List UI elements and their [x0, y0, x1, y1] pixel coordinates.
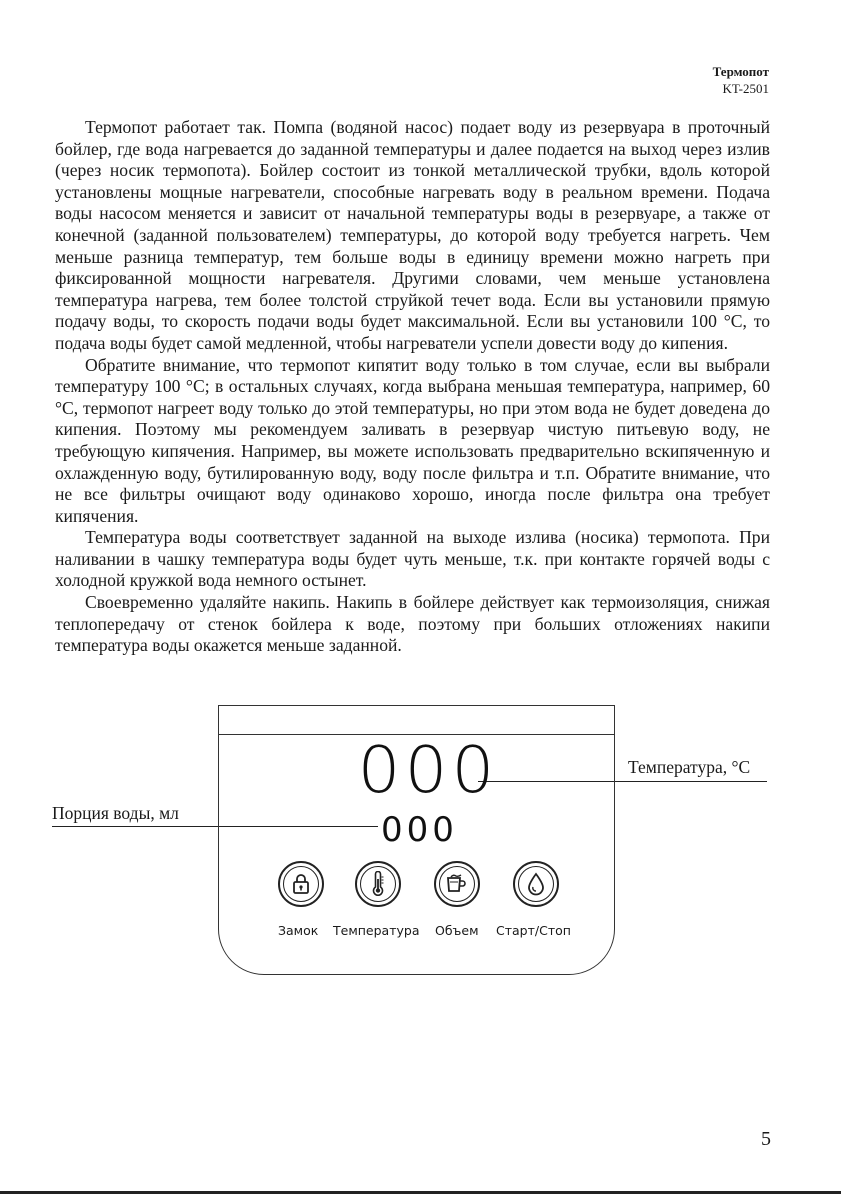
start-stop-button-label: Старт/Стоп	[496, 923, 571, 938]
paragraph: Своевременно удаляйте накипь. Накипь в бойлере действует как термоизоляция, снижая теплопередачу от стенок бойлера к воде, поэтому при больших отложениях накипи температура воды окажется меньше заданной.	[55, 592, 770, 656]
lock-button[interactable]	[278, 861, 324, 907]
paragraph: Термопот работает так. Помпа (водяной насос) подает воду из резервуара в проточный бойлер, где вода нагревается до заданной температуры и далее подается на выход через излив (через носик термопота). Бойлер состоит из тонкой металлической трубки, вдоль которой установлены мощные нагреватели, способные нагревать воду в реальном времени. Подача воды насосом меняется и зависит от начальной температуры воды в резервуаре, а также от конечной (заданной пользователем) температуры, до которой воду требуется нагреть. Чем меньше разница температур, тем больше воды в единицу времени можно нагреть при фиксированной мощности нагревателя. Другими словами, чем меньше установлена температура нагрева, тем более толстой струйкой течет вода. Если вы установили прямую подачу воды, то скорость подачи воды будет максимальной. Если вы установили 100 °С, то подача воды будет самой медленной, чтобы нагреватели успели довести воду до кипения.	[55, 117, 770, 353]
temperature-label: Температура, °С	[628, 757, 751, 777]
volume-button-label: Объем	[435, 923, 479, 938]
document-header	[713, 63, 769, 97]
thermometer-icon	[370, 871, 386, 897]
paragraph: Обратите внимание, что термопот кипятит воду только в том случае, если вы выбрали температуру 100 °С; в остальных случаях, когда выбрана меньшая температура, например, 60 °С, термопот нагреет воду только до этой температуры, но при этом вода не будет доведена до кипения. Поэтому мы рекомендуем заливать в резервуар чистую питьевую воду, не требующую кипячения. Например, вы можете использовать предварительно вскипяченную и охлажденную воду, бутилированную воду, воду после фильтра и т.п. Обратите внимание, что не все фильтры очищают воду одинаково хорошо, иногда после фильтра она требует кипячения.	[55, 354, 770, 526]
control-panel-diagram	[218, 705, 615, 975]
portion-display: 000	[381, 810, 458, 850]
model-number: KT-2501	[722, 81, 769, 96]
page-number: 5	[761, 1128, 771, 1150]
water-drop-icon	[527, 872, 545, 896]
cup-icon	[445, 873, 469, 895]
temperature-button[interactable]	[355, 861, 401, 907]
document-title: Термопот	[712, 64, 769, 79]
temperature-display: 000	[357, 734, 499, 808]
lock-button-label: Замок	[278, 923, 319, 938]
lock-icon	[291, 873, 311, 895]
temperature-button-label: Температура	[333, 923, 420, 938]
portion-label: Порция воды, мл	[52, 803, 179, 823]
volume-button[interactable]	[434, 861, 480, 907]
body-text	[55, 117, 770, 657]
paragraph: Температура воды соответствует заданной на выходе излива (носика) термопота. При наливании в чашку температура воды будет чуть меньше, т.к. при контакте горячей воды с холодной кружкой вода немного остынет.	[55, 527, 770, 591]
start-stop-button[interactable]	[513, 861, 559, 907]
